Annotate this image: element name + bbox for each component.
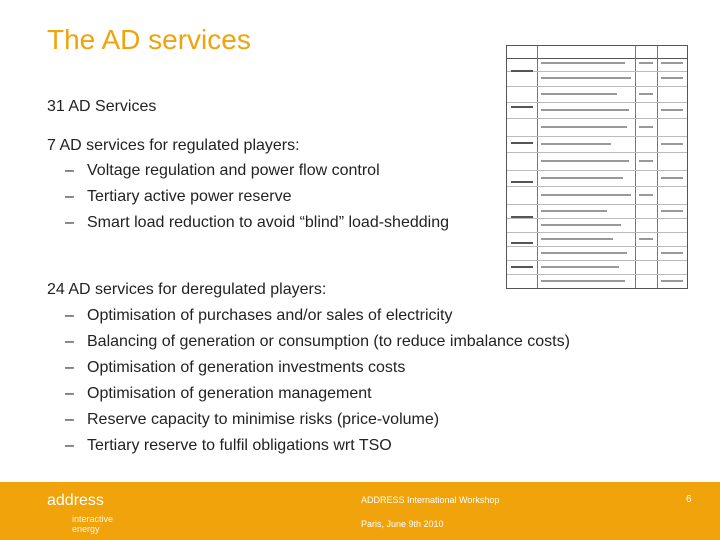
list-item: – Tertiary reserve to fulfil obligations wrt TSO: [65, 437, 392, 454]
logo-subtitle: interactive energy: [72, 514, 114, 534]
list-item: – Optimisation of generation management: [65, 385, 372, 402]
services-table-thumbnail: [506, 45, 688, 289]
page-number: 6: [686, 494, 692, 505]
total-services-heading: 31 AD Services: [47, 98, 157, 115]
slide-title: The AD services: [47, 24, 251, 55]
deregulated-list: [65, 303, 570, 459]
footer-event: ADDRESS International Workshop: [361, 495, 500, 505]
regulated-heading: 7 AD services for regulated players:: [47, 137, 300, 154]
deregulated-heading: 24 AD services for deregulated players:: [47, 281, 327, 298]
list-item: – Voltage regulation and power flow control: [65, 162, 380, 179]
list-item: – Optimisation of generation investments costs: [65, 359, 406, 376]
list-item: – Optimisation of purchases and/or sales of electricity: [65, 307, 453, 324]
list-item: – Smart load reduction to avoid “blind” load-shedding: [65, 214, 449, 231]
list-item: – Reserve capacity to minimise risks (price-volume): [65, 411, 440, 428]
footer-place-date: Paris, June 9th 2010: [361, 519, 444, 529]
list-item: – Balancing of generation or consumption (to reduce imbalance costs): [65, 333, 570, 350]
list-item: – Tertiary active power reserve: [65, 188, 292, 205]
address-logo: address: [47, 492, 104, 509]
regulated-list: [65, 158, 449, 236]
footer-bar: [0, 482, 720, 540]
